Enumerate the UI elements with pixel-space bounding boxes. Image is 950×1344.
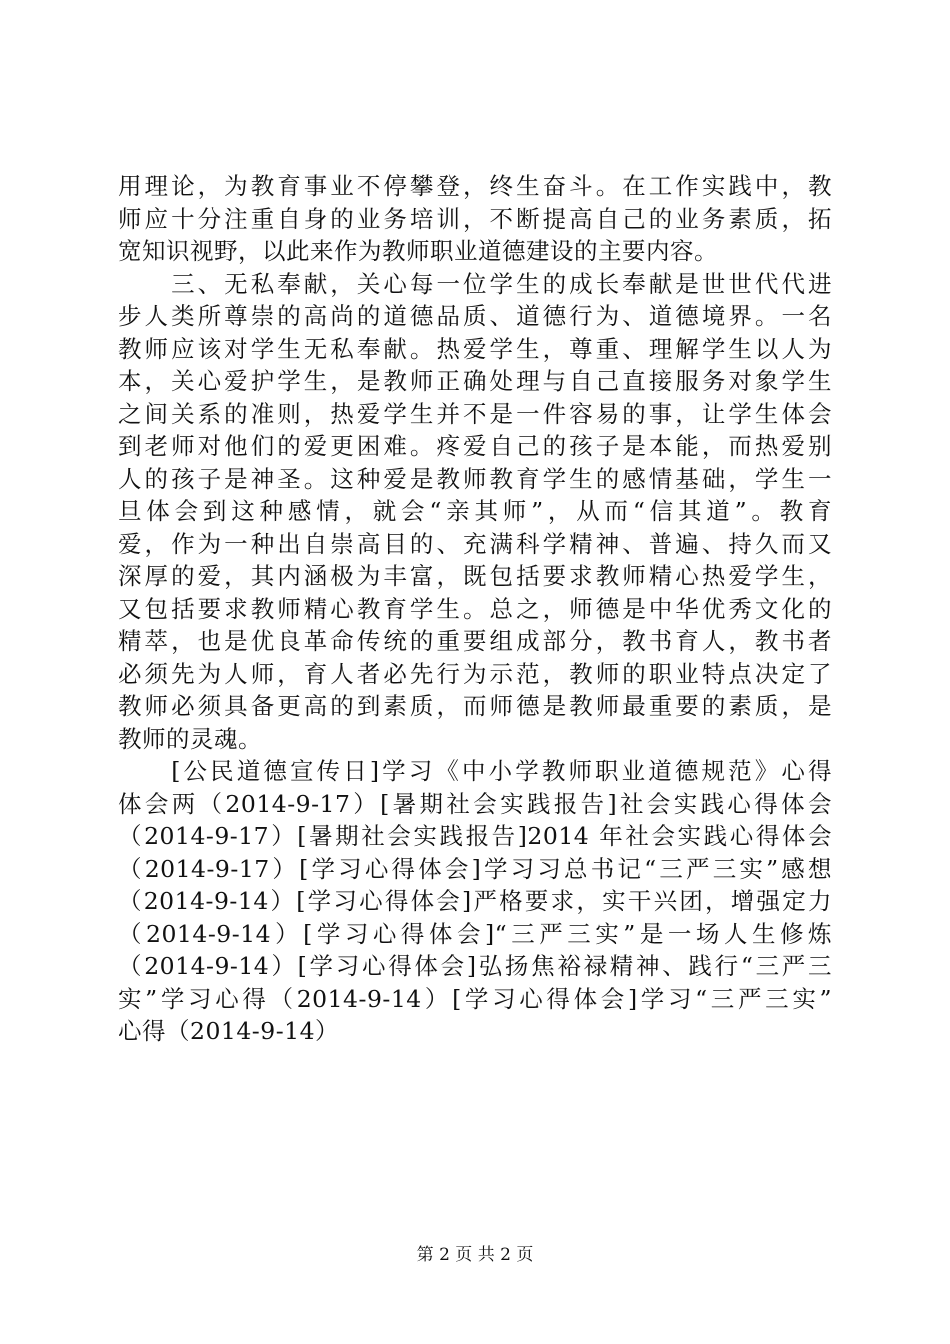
text-line: 本，关心爱护学生，是教师正确处理与自己直接服务对象学生: [118, 367, 832, 395]
text-line: 三、无私奉献，关心每一位学生的成长奉献是世世代代进: [118, 269, 832, 298]
text-line: 教师应该对学生无私奉献。热爱学生，尊重、理解学生以人为: [118, 334, 832, 363]
text-line: （2014-9-14）[学习心得体会]严格要求，实干兴团，增强定力: [118, 887, 832, 915]
text-line: [公民道德宣传日]学习《中小学教师职业道德规范》心得: [118, 757, 832, 785]
text-line: 爱，作为一种出自崇高目的、充满科学精神、普遍、持久而又: [118, 529, 832, 558]
text-line: 用理论，为教育事业不停攀登，终生奋斗。在工作实践中，教: [118, 172, 832, 200]
text-line: 步人类所尊崇的高尚的道德品质、道德行为、道德境界。一名: [118, 302, 832, 330]
text-line: 到老师对他们的爱更困难。疼爱自己的孩子是本能，而热爱别: [118, 432, 832, 460]
text-line: 人的孩子是神圣。这种爱是教师教育学生的感情基础，学生一: [118, 464, 832, 493]
text-line: 旦体会到这种感情，就会“亲其师”，从而“信其道”。教育: [118, 497, 832, 525]
text-line: 精萃，也是优良革命传统的重要组成部分，教书育人，教书者: [118, 627, 832, 655]
text-line: （2014-9-17）[学习心得体会]学习习总书记“三严三实”感想: [118, 854, 832, 883]
page-number-footer: 第 2 页 共 2 页: [416, 1245, 534, 1265]
text-line: 之间关系的准则，热爱学生并不是一件容易的事，让学生体会: [118, 399, 832, 428]
text-line: 实”学习心得（2014-9-14）[学习心得体会]学习“三严三实”: [118, 984, 832, 1013]
text-line: 教师必须具备更高的到素质，而师德是教师最重要的素质，是: [118, 692, 832, 720]
text-line: 教师的灵魂。: [118, 724, 262, 753]
text-line: 深厚的爱，其内涵极为丰富，既包括要求教师精心热爱学生，: [118, 562, 832, 590]
text-line: 宽知识视野，以此来作为教师职业道德建设的主要内容。: [118, 237, 718, 265]
text-line: （2014-9-17）[暑期社会实践报告]2014 年社会实践心得体会: [118, 822, 832, 850]
text-line: 又包括要求教师精心教育学生。总之，师德是中华优秀文化的: [118, 594, 832, 623]
document-body: [118, 170, 832, 1048]
text-line: （2014-9-14）[学习心得体会]弘扬焦裕禄精神、践行“三严三: [118, 952, 832, 980]
text-line: 必须先为人师，育人者必先行为示范，教师的职业特点决定了: [118, 659, 832, 688]
text-line: （2014-9-14）[学习心得体会]“三严三实”是一场人生修炼: [118, 919, 832, 948]
text-line: 师应十分注重自身的业务培训，不断提高自己的业务素质，拓: [118, 204, 832, 233]
text-line: 心得（2014-9-14）: [118, 1017, 340, 1045]
text-line: 体会两（2014-9-17）[暑期社会实践报告]社会实践心得体会: [118, 789, 832, 818]
